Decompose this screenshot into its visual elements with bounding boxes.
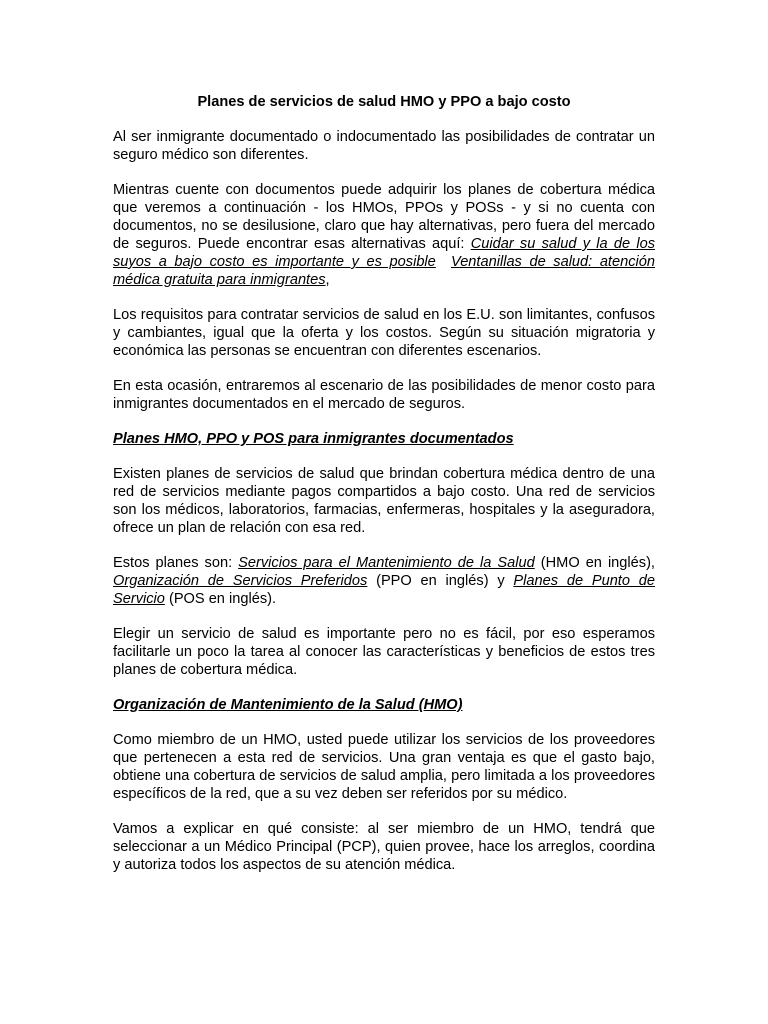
- paragraph-documents-tail: ,: [325, 272, 330, 288]
- paragraph-network: Existen planes de servicios de salud que brindan cobertura médica dentro de una red de servicios mediante pagos compartidos a bajo costo. Una red de servicios son los médicos, laboratorios, farmacias, enfermeras, hospitales y la aseguradora, ofrece un plan de relación con esa red.: [113, 466, 655, 536]
- paragraph-documents-text: Mientras cuente con documentos puede adquirir los planes de cobertura médica que veremos a continuación - los HMOs, PPOs y POSs - y si no cuenta con documentos, no se desilusione, claro que hay alternativas, pero fuera del mercado de seguros. Puede encontrar esas alternativas aquí:: [113, 182, 655, 252]
- paragraph-hmo-pcp: Vamos a explicar en qué consiste: al ser miembro de un HMO, tendrá que seleccionar a un Médico Principal (PCP), quien provee, hace los arreglos, coordina y autoriza todos los aspectos de su atención médica.: [113, 821, 655, 873]
- link-ppo[interactable]: Organización de Servicios Preferidos: [113, 573, 368, 589]
- paragraph-documents: [113, 181, 655, 289]
- plans-list-mid2: (PPO en inglés) y: [367, 573, 514, 589]
- document-page: [113, 93, 655, 891]
- paragraph-intro: Al ser inmigrante documentado o indocumentado las posibilidades de contratar un seguro médico son diferentes.: [113, 129, 655, 163]
- paragraph-scenario: En esta ocasión, entraremos al escenario de las posibilidades de menor costo para inmigrantes documentados en el mercado de seguros.: [113, 378, 655, 412]
- paragraph-plans-list: [113, 554, 655, 608]
- paragraph-choosing: Elegir un servicio de salud es importante pero no es fácil, por eso esperamos facilitarle un poco la tarea al conocer las características y beneficios de estos tres planes de cobertura médica.: [113, 626, 655, 678]
- document-title: Planes de servicios de salud HMO y PPO a bajo costo: [197, 94, 571, 110]
- section-heading-hmo: Organización de Mantenimiento de la Salud (HMO): [113, 697, 463, 713]
- paragraph-requirements: Los requisitos para contratar servicios de salud en los E.U. son limitantes, confusos y cambiantes, igual que la oferta y los costos. Según su situación migratoria y económica las personas se encuentran con diferentes escenarios.: [113, 307, 655, 359]
- paragraph-hmo-member: Como miembro de un HMO, usted puede utilizar los servicios de los proveedores que pertenecen a esta red de servicios. Una gran ventaja es que el gasto bajo, obtiene una cobertura de servicios de salud amplia, pero limitada a los proveedores específicos de la red, que a su vez deben ser referidos por su médico.: [113, 732, 655, 802]
- link-ventanillas-de-salud[interactable]: Ventanillas de salud: atención médica gratuita para inmigrantes: [113, 254, 655, 288]
- section-heading-plans: Planes HMO, PPO y POS para inmigrantes documentados: [113, 431, 514, 447]
- plans-list-intro: Estos planes son:: [113, 555, 239, 571]
- plans-list-tail: (POS en inglés).: [164, 591, 277, 607]
- link-pos[interactable]: Planes de Punto de Servicio: [113, 573, 655, 607]
- link-cuidar-su-salud[interactable]: Cuidar su salud y la de los suyos a bajo costo es importante y es posible: [113, 236, 655, 270]
- link-hmo[interactable]: Servicios para el Mantenimiento de la Salud: [238, 555, 535, 571]
- plans-list-mid1: (HMO en inglés),: [534, 555, 655, 571]
